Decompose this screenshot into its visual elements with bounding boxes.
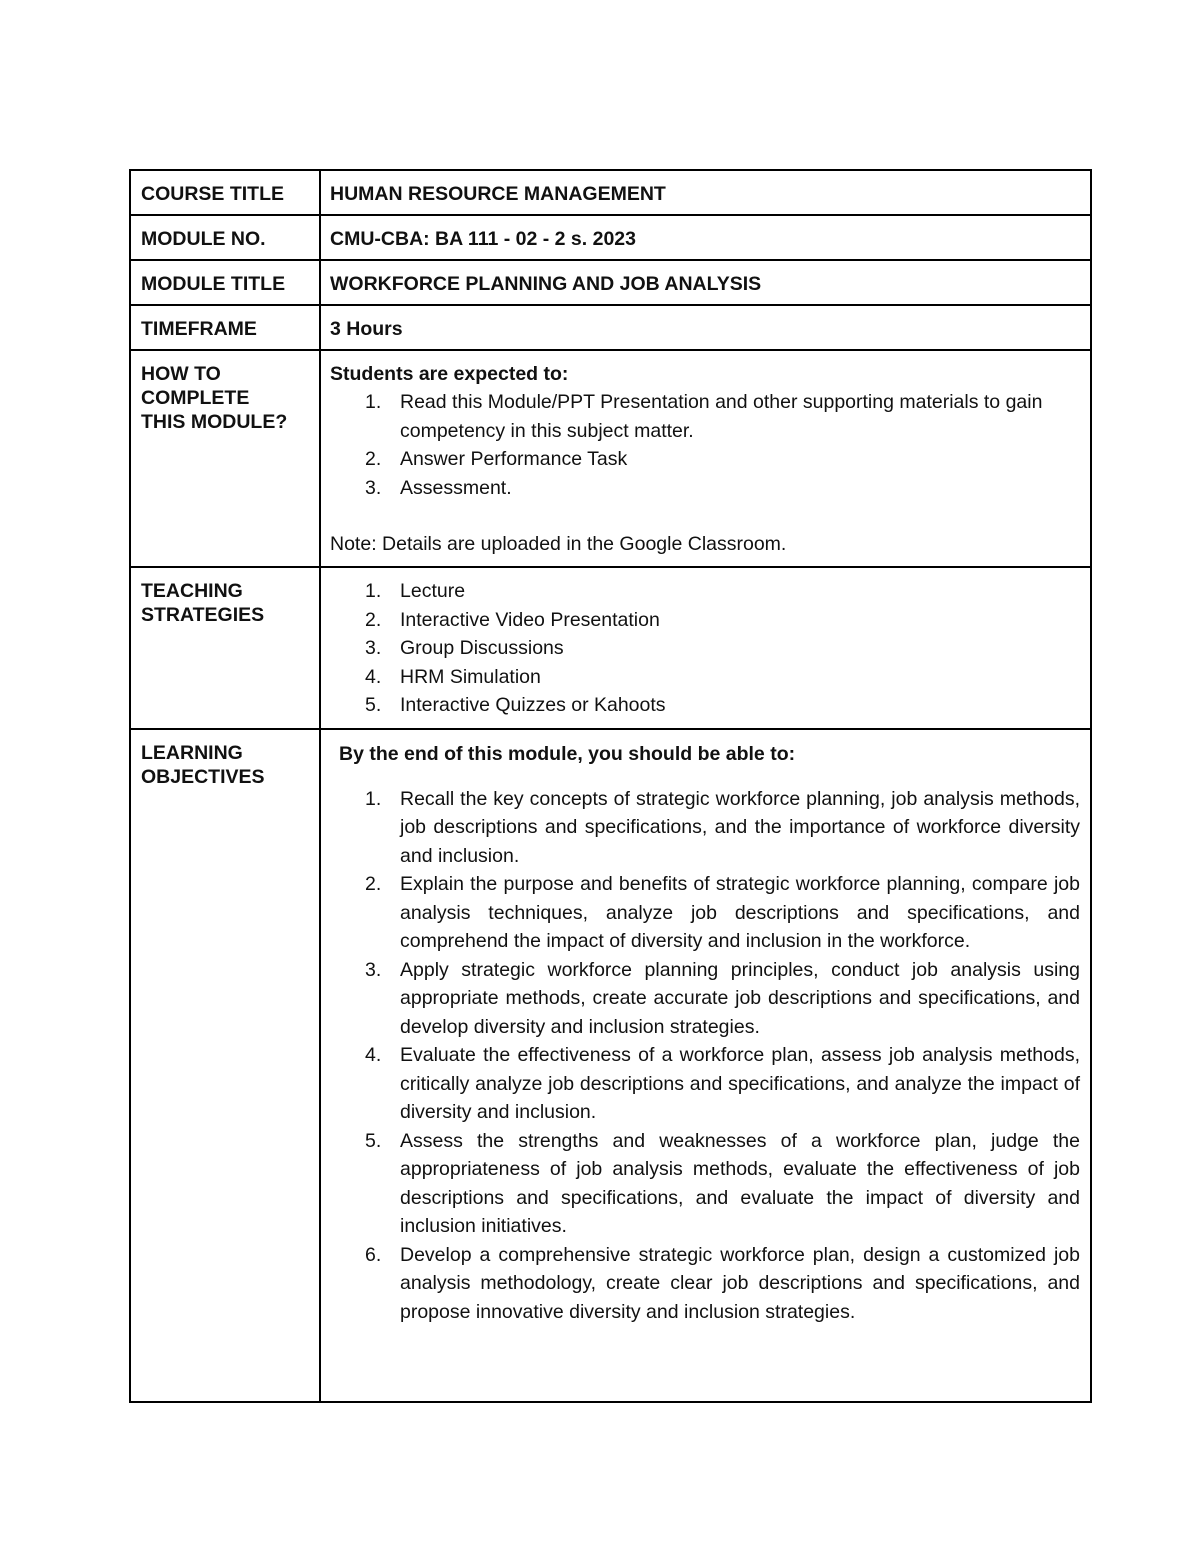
list-item <box>365 634 1080 663</box>
list-item <box>365 388 1080 445</box>
teaching-label-line: TEACHING <box>141 580 243 602</box>
list-text: Recall the key concepts of strategic workforce planning, job analysis methods, job descriptions and specifications, and the importance of workforce diversity and inclusion. <box>400 787 1080 867</box>
list-text: Interactive Quizzes or Kahoots <box>400 694 666 716</box>
module-no-label: MODULE NO. <box>130 215 320 260</box>
module-title-label: MODULE TITLE <box>130 260 320 305</box>
list-item <box>365 1127 1080 1241</box>
module-no-value: CMU-CBA: BA 111 - 02 - 2 s. 2023 <box>320 215 1091 260</box>
list-number: 3. <box>365 476 382 499</box>
timeframe-value: 3 Hours <box>320 305 1091 350</box>
teaching-label <box>130 567 320 729</box>
how-to-label <box>130 350 320 567</box>
list-number: 3. <box>365 637 382 659</box>
module-info-table <box>129 169 1092 1403</box>
timeframe-label: TIMEFRAME <box>130 305 320 350</box>
module-title-value: WORKFORCE PLANNING AND JOB ANALYSIS <box>320 260 1091 305</box>
list-item <box>365 785 1080 871</box>
list-item <box>365 956 1080 1042</box>
course-title-label: COURSE TITLE <box>130 170 320 215</box>
row-timeframe <box>130 305 1091 350</box>
list-text: Apply strategic workforce planning principles, conduct job analysis using appropriate methods, create accurate job descriptions and specifications, and develop diversity and inclusion strategies. <box>400 958 1080 1038</box>
teaching-list <box>330 577 1080 720</box>
row-module-title <box>130 260 1091 305</box>
how-to-lead: Students are expected to: <box>330 363 569 385</box>
list-number: 1. <box>365 787 382 810</box>
row-module-no <box>130 215 1091 260</box>
row-course-title <box>130 170 1091 215</box>
row-teaching-strategies <box>130 567 1091 729</box>
teaching-content <box>320 567 1091 729</box>
learning-label <box>130 729 320 1402</box>
how-to-label-line: COMPLETE <box>141 387 250 409</box>
learning-list <box>330 785 1080 1327</box>
list-item <box>365 474 1080 503</box>
learning-lead: By the end of this module, you should be able to: <box>339 742 796 765</box>
how-to-list <box>330 388 1080 502</box>
list-text: Read this Module/PPT Presentation and other supporting materials to gain competency in this subject matter. <box>400 391 1043 442</box>
row-learning-objectives <box>130 729 1091 1402</box>
list-item <box>365 663 1080 692</box>
list-text: Answer Performance Task <box>400 448 628 470</box>
list-number: 4. <box>365 665 382 688</box>
course-title-value: HUMAN RESOURCE MANAGEMENT <box>320 170 1091 215</box>
list-number: 2. <box>365 873 382 895</box>
learning-label-line: OBJECTIVES <box>141 765 265 788</box>
list-item <box>365 445 1080 474</box>
list-item <box>365 577 1080 606</box>
list-number: 5. <box>365 1129 382 1152</box>
list-text: Evaluate the effectiveness of a workforce plan, assess job analysis methods, critically analyze job descriptions and specifications, and analyze the impact of diversity and inclusion. <box>400 1044 1080 1123</box>
list-text: Develop a comprehensive strategic workforce plan, design a customized job analysis methodology, create clear job descriptions and specifications, and propose innovative diversity and inclusion strategies. <box>400 1243 1080 1323</box>
list-text: Group Discussions <box>400 637 564 659</box>
list-text: HRM Simulation <box>400 665 541 688</box>
list-text: Assess the strengths and weaknesses of a workforce plan, judge the appropriateness of job analysis methods, evaluate the effectiveness of job descriptions and specifications, and evaluate the impact of diversity and inclusion initiatives. <box>400 1129 1080 1237</box>
list-number: 6. <box>365 1243 382 1266</box>
list-number: 1. <box>365 391 382 413</box>
list-number: 5. <box>365 694 382 716</box>
how-to-label-line: HOW TO <box>141 363 221 385</box>
list-text: Interactive Video Presentation <box>400 608 660 631</box>
list-number: 4. <box>365 1044 382 1066</box>
list-item <box>365 691 1080 720</box>
list-number: 2. <box>365 608 382 631</box>
list-text: Assessment. <box>400 476 512 499</box>
how-to-note: Note: Details are uploaded in the Google Classroom. <box>330 533 787 555</box>
row-how-to-complete <box>130 350 1091 567</box>
how-to-content <box>320 350 1091 567</box>
list-item <box>365 1241 1080 1327</box>
list-item <box>365 606 1080 635</box>
list-number: 1. <box>365 580 382 602</box>
learning-label-line: LEARNING <box>141 741 243 764</box>
list-text: Lecture <box>400 580 466 602</box>
list-item <box>365 870 1080 956</box>
list-item <box>365 1041 1080 1127</box>
list-number: 3. <box>365 958 382 981</box>
list-number: 2. <box>365 448 382 470</box>
teaching-label-line: STRATEGIES <box>141 604 265 626</box>
learning-content <box>320 729 1091 1402</box>
list-text: Explain the purpose and benefits of strategic workforce planning, compare job analysis techniques, analyze job descriptions and specifications, and comprehend the impact of diversity and inclusion in the workforce. <box>400 873 1080 952</box>
how-to-label-line: THIS MODULE? <box>141 411 288 433</box>
